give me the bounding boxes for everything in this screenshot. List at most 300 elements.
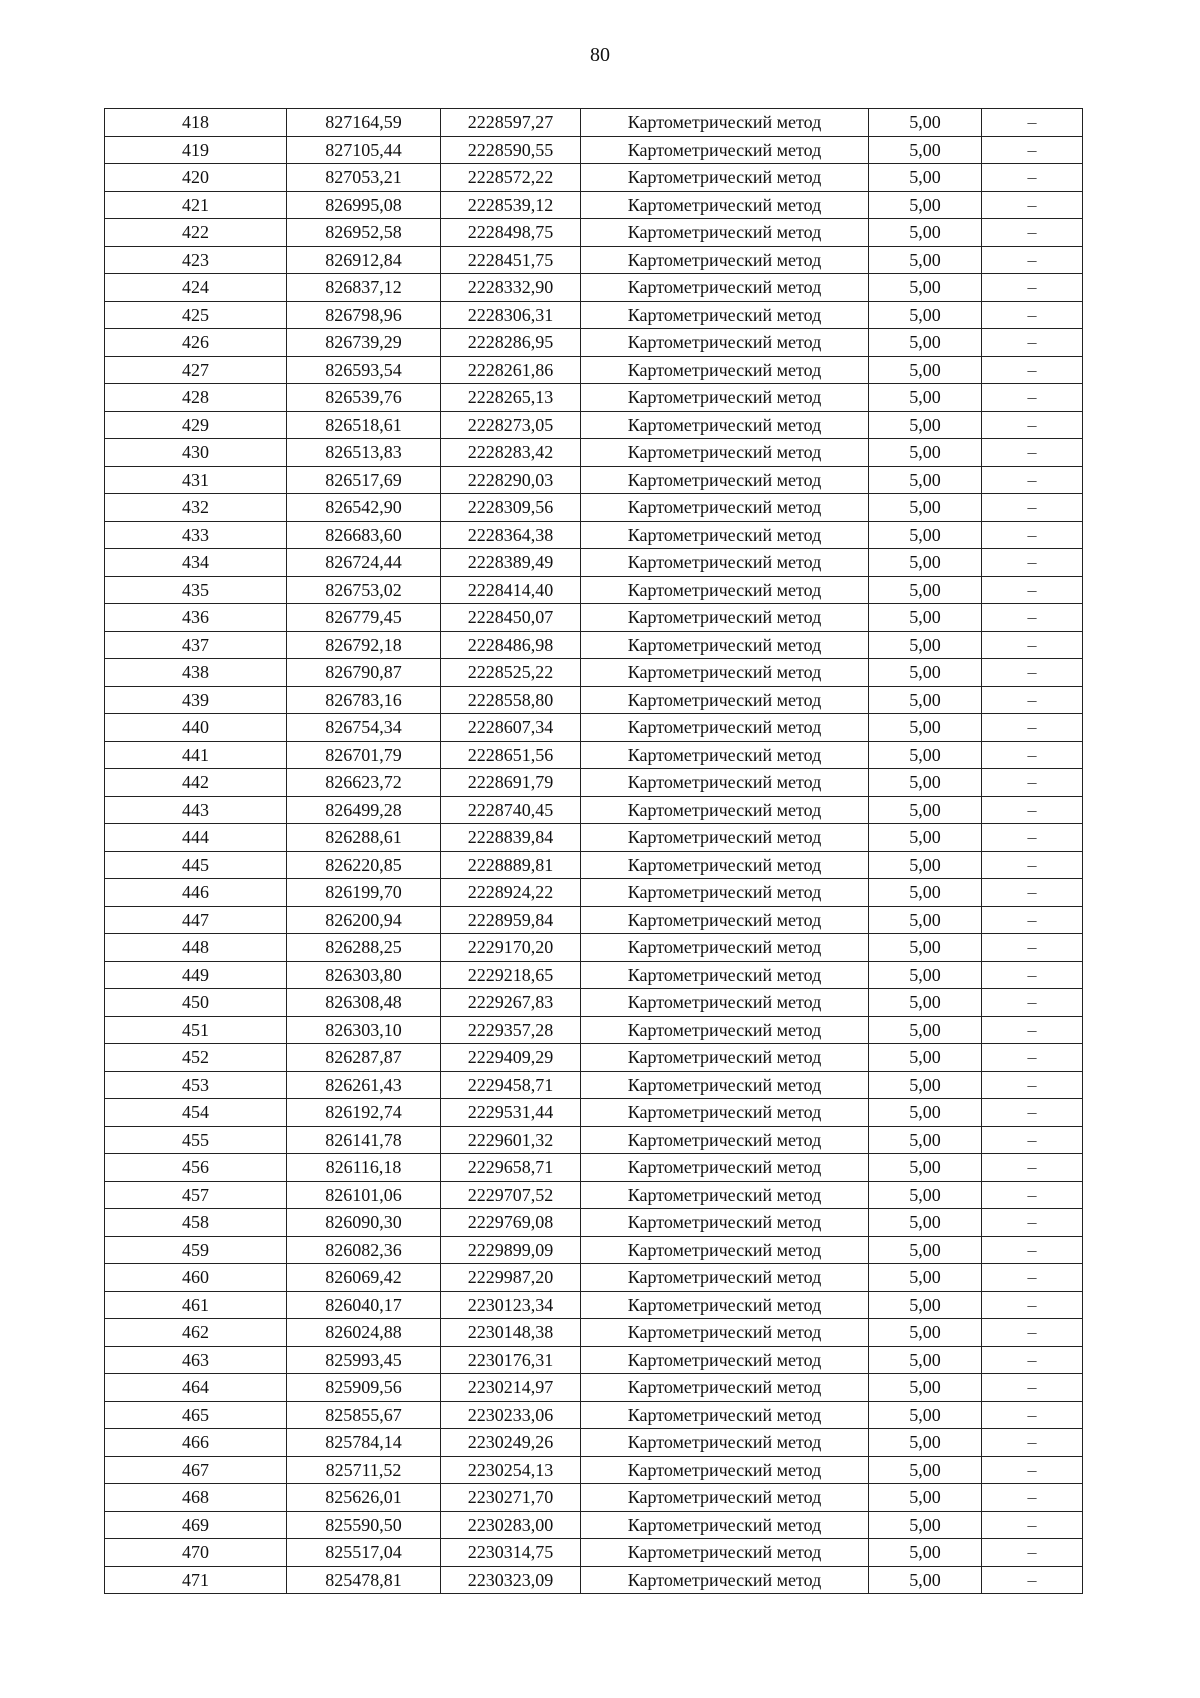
x-coordinate-cell: 825909,56	[287, 1374, 441, 1402]
y-coordinate-cell: 2230233,06	[441, 1401, 581, 1429]
x-coordinate-cell: 826753,02	[287, 576, 441, 604]
table-row	[105, 769, 1083, 797]
method-cell: Картометрический метод	[581, 384, 869, 412]
method-cell: Картометрический метод	[581, 1264, 869, 1292]
table-row	[105, 714, 1083, 742]
precision-cell: 5,00	[869, 576, 982, 604]
x-coordinate-cell: 826288,25	[287, 934, 441, 962]
note-cell: –	[982, 1099, 1083, 1127]
x-coordinate-cell: 826287,87	[287, 1044, 441, 1072]
note-cell: –	[982, 1154, 1083, 1182]
x-coordinate-cell: 826303,80	[287, 961, 441, 989]
y-coordinate-cell: 2230249,26	[441, 1429, 581, 1457]
table-row	[105, 1401, 1083, 1429]
x-coordinate-cell: 826024,88	[287, 1319, 441, 1347]
precision-cell: 5,00	[869, 246, 982, 274]
method-cell: Картометрический метод	[581, 466, 869, 494]
precision-cell: 5,00	[869, 1236, 982, 1264]
y-coordinate-cell: 2228286,95	[441, 329, 581, 357]
point-number-cell: 428	[105, 384, 287, 412]
table-row	[105, 741, 1083, 769]
table-row	[105, 466, 1083, 494]
note-cell: –	[982, 1511, 1083, 1539]
table-row	[105, 521, 1083, 549]
point-number-cell: 434	[105, 549, 287, 577]
table-row	[105, 384, 1083, 412]
x-coordinate-cell: 826116,18	[287, 1154, 441, 1182]
note-cell: –	[982, 301, 1083, 329]
method-cell: Картометрический метод	[581, 1511, 869, 1539]
y-coordinate-cell: 2229531,44	[441, 1099, 581, 1127]
method-cell: Картометрический метод	[581, 631, 869, 659]
point-number-cell: 445	[105, 851, 287, 879]
method-cell: Картометрический метод	[581, 1044, 869, 1072]
note-cell: –	[982, 549, 1083, 577]
note-cell: –	[982, 1566, 1083, 1594]
y-coordinate-cell: 2228261,86	[441, 356, 581, 384]
note-cell: –	[982, 219, 1083, 247]
table-row	[105, 631, 1083, 659]
x-coordinate-cell: 826141,78	[287, 1126, 441, 1154]
point-number-cell: 421	[105, 191, 287, 219]
note-cell: –	[982, 274, 1083, 302]
precision-cell: 5,00	[869, 1016, 982, 1044]
note-cell: –	[982, 824, 1083, 852]
table-row	[105, 411, 1083, 439]
x-coordinate-cell: 826200,94	[287, 906, 441, 934]
method-cell: Картометрический метод	[581, 879, 869, 907]
precision-cell: 5,00	[869, 741, 982, 769]
y-coordinate-cell: 2228306,31	[441, 301, 581, 329]
point-number-cell: 454	[105, 1099, 287, 1127]
note-cell: –	[982, 136, 1083, 164]
method-cell: Картометрический метод	[581, 1539, 869, 1567]
method-cell: Картометрический метод	[581, 549, 869, 577]
table-row	[105, 1511, 1083, 1539]
method-cell: Картометрический метод	[581, 741, 869, 769]
y-coordinate-cell: 2229987,20	[441, 1264, 581, 1292]
x-coordinate-cell: 826513,83	[287, 439, 441, 467]
note-cell: –	[982, 1346, 1083, 1374]
point-number-cell: 459	[105, 1236, 287, 1264]
table-row	[105, 329, 1083, 357]
table-row	[105, 906, 1083, 934]
x-coordinate-cell: 826952,58	[287, 219, 441, 247]
precision-cell: 5,00	[869, 219, 982, 247]
y-coordinate-cell: 2228450,07	[441, 604, 581, 632]
precision-cell: 5,00	[869, 1044, 982, 1072]
table-row	[105, 1209, 1083, 1237]
point-number-cell: 443	[105, 796, 287, 824]
y-coordinate-cell: 2228572,22	[441, 164, 581, 192]
point-number-cell: 469	[105, 1511, 287, 1539]
x-coordinate-cell: 826754,34	[287, 714, 441, 742]
point-number-cell: 470	[105, 1539, 287, 1567]
x-coordinate-cell: 826308,48	[287, 989, 441, 1017]
y-coordinate-cell: 2228740,45	[441, 796, 581, 824]
y-coordinate-cell: 2229458,71	[441, 1071, 581, 1099]
x-coordinate-cell: 827053,21	[287, 164, 441, 192]
point-number-cell: 460	[105, 1264, 287, 1292]
precision-cell: 5,00	[869, 1484, 982, 1512]
note-cell: –	[982, 961, 1083, 989]
point-number-cell: 439	[105, 686, 287, 714]
table-row	[105, 109, 1083, 137]
note-cell: –	[982, 384, 1083, 412]
method-cell: Картометрический метод	[581, 659, 869, 687]
method-cell: Картометрический метод	[581, 494, 869, 522]
method-cell: Картометрический метод	[581, 1209, 869, 1237]
precision-cell: 5,00	[869, 1456, 982, 1484]
point-number-cell: 456	[105, 1154, 287, 1182]
precision-cell: 5,00	[869, 796, 982, 824]
table-body	[105, 109, 1083, 1594]
x-coordinate-cell: 825784,14	[287, 1429, 441, 1457]
point-number-cell: 466	[105, 1429, 287, 1457]
table-row	[105, 851, 1083, 879]
table-row	[105, 879, 1083, 907]
note-cell: –	[982, 989, 1083, 1017]
table-row	[105, 1374, 1083, 1402]
x-coordinate-cell: 826539,76	[287, 384, 441, 412]
precision-cell: 5,00	[869, 1539, 982, 1567]
method-cell: Картометрический метод	[581, 1429, 869, 1457]
y-coordinate-cell: 2229267,83	[441, 989, 581, 1017]
y-coordinate-cell: 2230214,97	[441, 1374, 581, 1402]
y-coordinate-cell: 2228273,05	[441, 411, 581, 439]
y-coordinate-cell: 2229357,28	[441, 1016, 581, 1044]
point-number-cell: 431	[105, 466, 287, 494]
note-cell: –	[982, 1126, 1083, 1154]
point-number-cell: 420	[105, 164, 287, 192]
point-number-cell: 457	[105, 1181, 287, 1209]
precision-cell: 5,00	[869, 1099, 982, 1127]
point-number-cell: 453	[105, 1071, 287, 1099]
method-cell: Картометрический метод	[581, 769, 869, 797]
table-row	[105, 686, 1083, 714]
table-row	[105, 989, 1083, 1017]
x-coordinate-cell: 826792,18	[287, 631, 441, 659]
point-number-cell: 418	[105, 109, 287, 137]
method-cell: Картометрический метод	[581, 356, 869, 384]
x-coordinate-cell: 826798,96	[287, 301, 441, 329]
method-cell: Картометрический метод	[581, 1236, 869, 1264]
x-coordinate-cell: 826724,44	[287, 549, 441, 577]
precision-cell: 5,00	[869, 934, 982, 962]
point-number-cell: 441	[105, 741, 287, 769]
x-coordinate-cell: 825590,50	[287, 1511, 441, 1539]
table-row	[105, 1456, 1083, 1484]
table-row	[105, 1071, 1083, 1099]
y-coordinate-cell: 2230123,34	[441, 1291, 581, 1319]
table-row	[105, 576, 1083, 604]
point-number-cell: 448	[105, 934, 287, 962]
y-coordinate-cell: 2230283,00	[441, 1511, 581, 1539]
y-coordinate-cell: 2228364,38	[441, 521, 581, 549]
y-coordinate-cell: 2229409,29	[441, 1044, 581, 1072]
method-cell: Картометрический метод	[581, 191, 869, 219]
note-cell: –	[982, 1071, 1083, 1099]
precision-cell: 5,00	[869, 1346, 982, 1374]
precision-cell: 5,00	[869, 851, 982, 879]
precision-cell: 5,00	[869, 1264, 982, 1292]
precision-cell: 5,00	[869, 906, 982, 934]
method-cell: Картометрический метод	[581, 906, 869, 934]
point-number-cell: 471	[105, 1566, 287, 1594]
point-number-cell: 427	[105, 356, 287, 384]
table-row	[105, 274, 1083, 302]
y-coordinate-cell: 2228597,27	[441, 109, 581, 137]
precision-cell: 5,00	[869, 494, 982, 522]
method-cell: Картометрический метод	[581, 1126, 869, 1154]
precision-cell: 5,00	[869, 961, 982, 989]
method-cell: Картометрический метод	[581, 714, 869, 742]
table-row	[105, 1291, 1083, 1319]
table-row	[105, 824, 1083, 852]
note-cell: –	[982, 1539, 1083, 1567]
note-cell: –	[982, 1264, 1083, 1292]
y-coordinate-cell: 2229658,71	[441, 1154, 581, 1182]
point-number-cell: 455	[105, 1126, 287, 1154]
x-coordinate-cell: 826199,70	[287, 879, 441, 907]
x-coordinate-cell: 826082,36	[287, 1236, 441, 1264]
note-cell: –	[982, 934, 1083, 962]
y-coordinate-cell: 2228309,56	[441, 494, 581, 522]
note-cell: –	[982, 1016, 1083, 1044]
precision-cell: 5,00	[869, 466, 982, 494]
note-cell: –	[982, 686, 1083, 714]
point-number-cell: 465	[105, 1401, 287, 1429]
x-coordinate-cell: 826499,28	[287, 796, 441, 824]
point-number-cell: 444	[105, 824, 287, 852]
precision-cell: 5,00	[869, 549, 982, 577]
y-coordinate-cell: 2230314,75	[441, 1539, 581, 1567]
method-cell: Картометрический метод	[581, 1154, 869, 1182]
point-number-cell: 464	[105, 1374, 287, 1402]
y-coordinate-cell: 2230254,13	[441, 1456, 581, 1484]
x-coordinate-cell: 826542,90	[287, 494, 441, 522]
precision-cell: 5,00	[869, 1181, 982, 1209]
method-cell: Картометрический метод	[581, 1099, 869, 1127]
method-cell: Картометрический метод	[581, 1319, 869, 1347]
x-coordinate-cell: 826623,72	[287, 769, 441, 797]
table-row	[105, 1126, 1083, 1154]
point-number-cell: 437	[105, 631, 287, 659]
precision-cell: 5,00	[869, 1291, 982, 1319]
point-number-cell: 438	[105, 659, 287, 687]
y-coordinate-cell: 2228486,98	[441, 631, 581, 659]
y-coordinate-cell: 2228590,55	[441, 136, 581, 164]
x-coordinate-cell: 826101,06	[287, 1181, 441, 1209]
y-coordinate-cell: 2228265,13	[441, 384, 581, 412]
precision-cell: 5,00	[869, 109, 982, 137]
precision-cell: 5,00	[869, 1319, 982, 1347]
note-cell: –	[982, 631, 1083, 659]
note-cell: –	[982, 329, 1083, 357]
table-row	[105, 1484, 1083, 1512]
x-coordinate-cell: 827164,59	[287, 109, 441, 137]
point-number-cell: 422	[105, 219, 287, 247]
x-coordinate-cell: 826069,42	[287, 1264, 441, 1292]
table-row	[105, 1566, 1083, 1594]
x-coordinate-cell: 826837,12	[287, 274, 441, 302]
point-number-cell: 423	[105, 246, 287, 274]
precision-cell: 5,00	[869, 1374, 982, 1402]
precision-cell: 5,00	[869, 1566, 982, 1594]
x-coordinate-cell: 826790,87	[287, 659, 441, 687]
table-row	[105, 191, 1083, 219]
method-cell: Картометрический метод	[581, 1456, 869, 1484]
y-coordinate-cell: 2228498,75	[441, 219, 581, 247]
y-coordinate-cell: 2230323,09	[441, 1566, 581, 1594]
x-coordinate-cell: 826593,54	[287, 356, 441, 384]
note-cell: –	[982, 714, 1083, 742]
y-coordinate-cell: 2228414,40	[441, 576, 581, 604]
note-cell: –	[982, 851, 1083, 879]
method-cell: Картометрический метод	[581, 1071, 869, 1099]
point-number-cell: 440	[105, 714, 287, 742]
precision-cell: 5,00	[869, 1401, 982, 1429]
note-cell: –	[982, 164, 1083, 192]
precision-cell: 5,00	[869, 439, 982, 467]
method-cell: Картометрический метод	[581, 1401, 869, 1429]
y-coordinate-cell: 2229769,08	[441, 1209, 581, 1237]
point-number-cell: 468	[105, 1484, 287, 1512]
x-coordinate-cell: 826288,61	[287, 824, 441, 852]
precision-cell: 5,00	[869, 1209, 982, 1237]
method-cell: Картометрический метод	[581, 1566, 869, 1594]
table-row	[105, 604, 1083, 632]
note-cell: –	[982, 411, 1083, 439]
method-cell: Картометрический метод	[581, 1374, 869, 1402]
y-coordinate-cell: 2228389,49	[441, 549, 581, 577]
precision-cell: 5,00	[869, 356, 982, 384]
y-coordinate-cell: 2228539,12	[441, 191, 581, 219]
point-number-cell: 426	[105, 329, 287, 357]
table-row	[105, 1236, 1083, 1264]
y-coordinate-cell: 2228889,81	[441, 851, 581, 879]
y-coordinate-cell: 2228283,42	[441, 439, 581, 467]
point-number-cell: 436	[105, 604, 287, 632]
table-row	[105, 301, 1083, 329]
y-coordinate-cell: 2228651,56	[441, 741, 581, 769]
method-cell: Картометрический метод	[581, 301, 869, 329]
note-cell: –	[982, 494, 1083, 522]
method-cell: Картометрический метод	[581, 164, 869, 192]
precision-cell: 5,00	[869, 384, 982, 412]
x-coordinate-cell: 826701,79	[287, 741, 441, 769]
y-coordinate-cell: 2228959,84	[441, 906, 581, 934]
table-row	[105, 1016, 1083, 1044]
note-cell: –	[982, 796, 1083, 824]
note-cell: –	[982, 1401, 1083, 1429]
method-cell: Картометрический метод	[581, 1016, 869, 1044]
note-cell: –	[982, 1484, 1083, 1512]
precision-cell: 5,00	[869, 989, 982, 1017]
note-cell: –	[982, 109, 1083, 137]
note-cell: –	[982, 769, 1083, 797]
point-number-cell: 433	[105, 521, 287, 549]
y-coordinate-cell: 2229170,20	[441, 934, 581, 962]
x-coordinate-cell: 825478,81	[287, 1566, 441, 1594]
point-number-cell: 452	[105, 1044, 287, 1072]
note-cell: –	[982, 521, 1083, 549]
x-coordinate-cell: 826912,84	[287, 246, 441, 274]
table-row	[105, 549, 1083, 577]
table-row	[105, 494, 1083, 522]
x-coordinate-cell: 826303,10	[287, 1016, 441, 1044]
note-cell: –	[982, 356, 1083, 384]
method-cell: Картометрический метод	[581, 686, 869, 714]
precision-cell: 5,00	[869, 714, 982, 742]
x-coordinate-cell: 826683,60	[287, 521, 441, 549]
method-cell: Картометрический метод	[581, 1484, 869, 1512]
precision-cell: 5,00	[869, 301, 982, 329]
precision-cell: 5,00	[869, 631, 982, 659]
y-coordinate-cell: 2228451,75	[441, 246, 581, 274]
page-number: 80	[590, 44, 610, 66]
table-row	[105, 1429, 1083, 1457]
table-row	[105, 164, 1083, 192]
coordinates-table	[104, 108, 1083, 1594]
point-number-cell: 446	[105, 879, 287, 907]
point-number-cell: 419	[105, 136, 287, 164]
precision-cell: 5,00	[869, 1429, 982, 1457]
x-coordinate-cell: 827105,44	[287, 136, 441, 164]
note-cell: –	[982, 1429, 1083, 1457]
precision-cell: 5,00	[869, 136, 982, 164]
table-row	[105, 961, 1083, 989]
y-coordinate-cell: 2228525,22	[441, 659, 581, 687]
method-cell: Картометрический метод	[581, 329, 869, 357]
note-cell: –	[982, 879, 1083, 907]
method-cell: Картометрический метод	[581, 246, 869, 274]
method-cell: Картометрический метод	[581, 109, 869, 137]
x-coordinate-cell: 825711,52	[287, 1456, 441, 1484]
note-cell: –	[982, 659, 1083, 687]
precision-cell: 5,00	[869, 164, 982, 192]
point-number-cell: 450	[105, 989, 287, 1017]
y-coordinate-cell: 2230148,38	[441, 1319, 581, 1347]
precision-cell: 5,00	[869, 191, 982, 219]
x-coordinate-cell: 825855,67	[287, 1401, 441, 1429]
point-number-cell: 424	[105, 274, 287, 302]
y-coordinate-cell: 2230271,70	[441, 1484, 581, 1512]
method-cell: Картометрический метод	[581, 274, 869, 302]
note-cell: –	[982, 1236, 1083, 1264]
note-cell: –	[982, 246, 1083, 274]
x-coordinate-cell: 826739,29	[287, 329, 441, 357]
point-number-cell: 430	[105, 439, 287, 467]
point-number-cell: 463	[105, 1346, 287, 1374]
note-cell: –	[982, 439, 1083, 467]
precision-cell: 5,00	[869, 274, 982, 302]
method-cell: Картометрический метод	[581, 219, 869, 247]
note-cell: –	[982, 1374, 1083, 1402]
precision-cell: 5,00	[869, 686, 982, 714]
x-coordinate-cell: 826040,17	[287, 1291, 441, 1319]
point-number-cell: 462	[105, 1319, 287, 1347]
point-number-cell: 442	[105, 769, 287, 797]
table-row	[105, 1044, 1083, 1072]
note-cell: –	[982, 1181, 1083, 1209]
method-cell: Картометрический метод	[581, 1346, 869, 1374]
precision-cell: 5,00	[869, 879, 982, 907]
table-row	[105, 1099, 1083, 1127]
method-cell: Картометрический метод	[581, 1291, 869, 1319]
note-cell: –	[982, 741, 1083, 769]
y-coordinate-cell: 2228691,79	[441, 769, 581, 797]
